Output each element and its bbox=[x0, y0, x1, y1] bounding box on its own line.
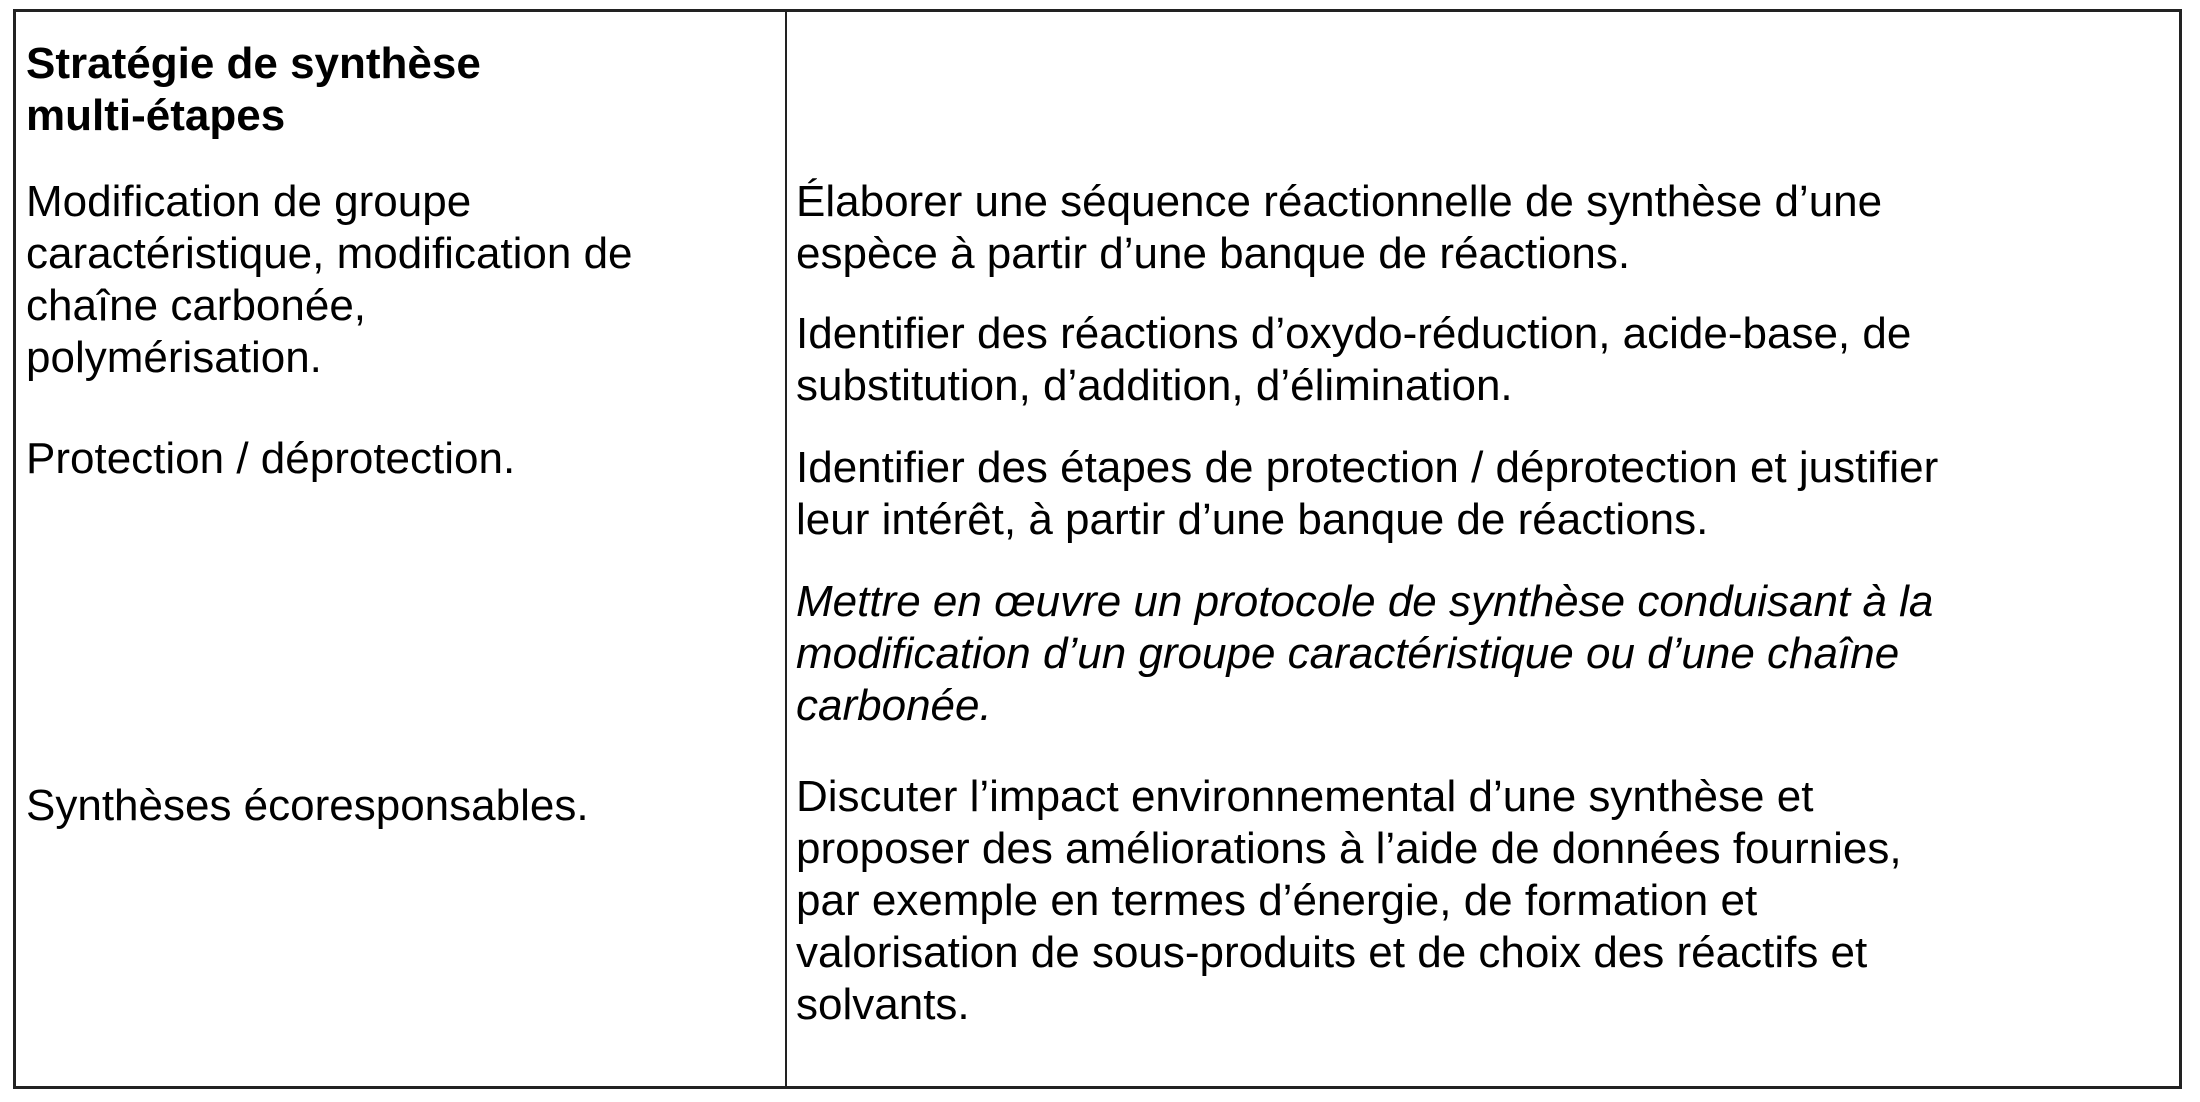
topic-protection bbox=[26, 433, 515, 485]
section-title-line: multi-étapes bbox=[26, 91, 286, 140]
skill-line: solvants. bbox=[796, 980, 970, 1029]
column-divider bbox=[785, 12, 787, 1086]
skill-line: Élaborer une séquence réactionnelle de synthèse d’une bbox=[796, 177, 1883, 226]
skill-sequence bbox=[796, 176, 1882, 280]
topic-line: Modification de groupe bbox=[26, 177, 472, 226]
topic-modification bbox=[26, 176, 633, 384]
topic-line: chaîne carbonée, bbox=[26, 281, 367, 330]
skill-identify-reactions bbox=[796, 308, 1911, 412]
skill-line: proposer des améliorations à l’aide de données fournies, bbox=[796, 824, 1902, 873]
skill-line: Discuter l’impact environnemental d’une synthèse et bbox=[796, 772, 1814, 821]
skill-line: Identifier des étapes de protection / déprotection et justifier bbox=[796, 443, 1939, 492]
skill-line: Mettre en œuvre un protocole de synthèse conduisant à la bbox=[796, 577, 1934, 626]
skill-identify-protection bbox=[796, 442, 1938, 546]
topic-line: polymérisation. bbox=[26, 333, 322, 382]
skill-line: modification d’un groupe caractéristique ou d’une chaîne bbox=[796, 629, 1900, 678]
topic-ecoresponsible bbox=[26, 780, 589, 832]
section-title bbox=[26, 38, 481, 142]
topic-line: caractéristique, modification de bbox=[26, 229, 633, 278]
skill-line: espèce à partir d’une banque de réactions. bbox=[796, 229, 1631, 278]
skill-line: carbonée. bbox=[796, 681, 992, 730]
skill-line: substitution, d’addition, d’élimination. bbox=[796, 361, 1513, 410]
section-title-line: Stratégie de synthèse bbox=[26, 39, 481, 88]
curriculum-table bbox=[13, 9, 2182, 1089]
skill-environmental-impact bbox=[796, 771, 1902, 1031]
topic-line: Synthèses écoresponsables. bbox=[26, 781, 589, 830]
skill-line: par exemple en termes d’énergie, de formation et bbox=[796, 876, 1758, 925]
topic-line: Protection / déprotection. bbox=[26, 434, 516, 483]
skill-protocol bbox=[796, 576, 1933, 732]
skill-line: leur intérêt, à partir d’une banque de réactions. bbox=[796, 495, 1709, 544]
skill-line: Identifier des réactions d’oxydo-réduction, acide-base, de bbox=[796, 309, 1912, 358]
skill-line: valorisation de sous-produits et de choix des réactifs et bbox=[796, 928, 1868, 977]
